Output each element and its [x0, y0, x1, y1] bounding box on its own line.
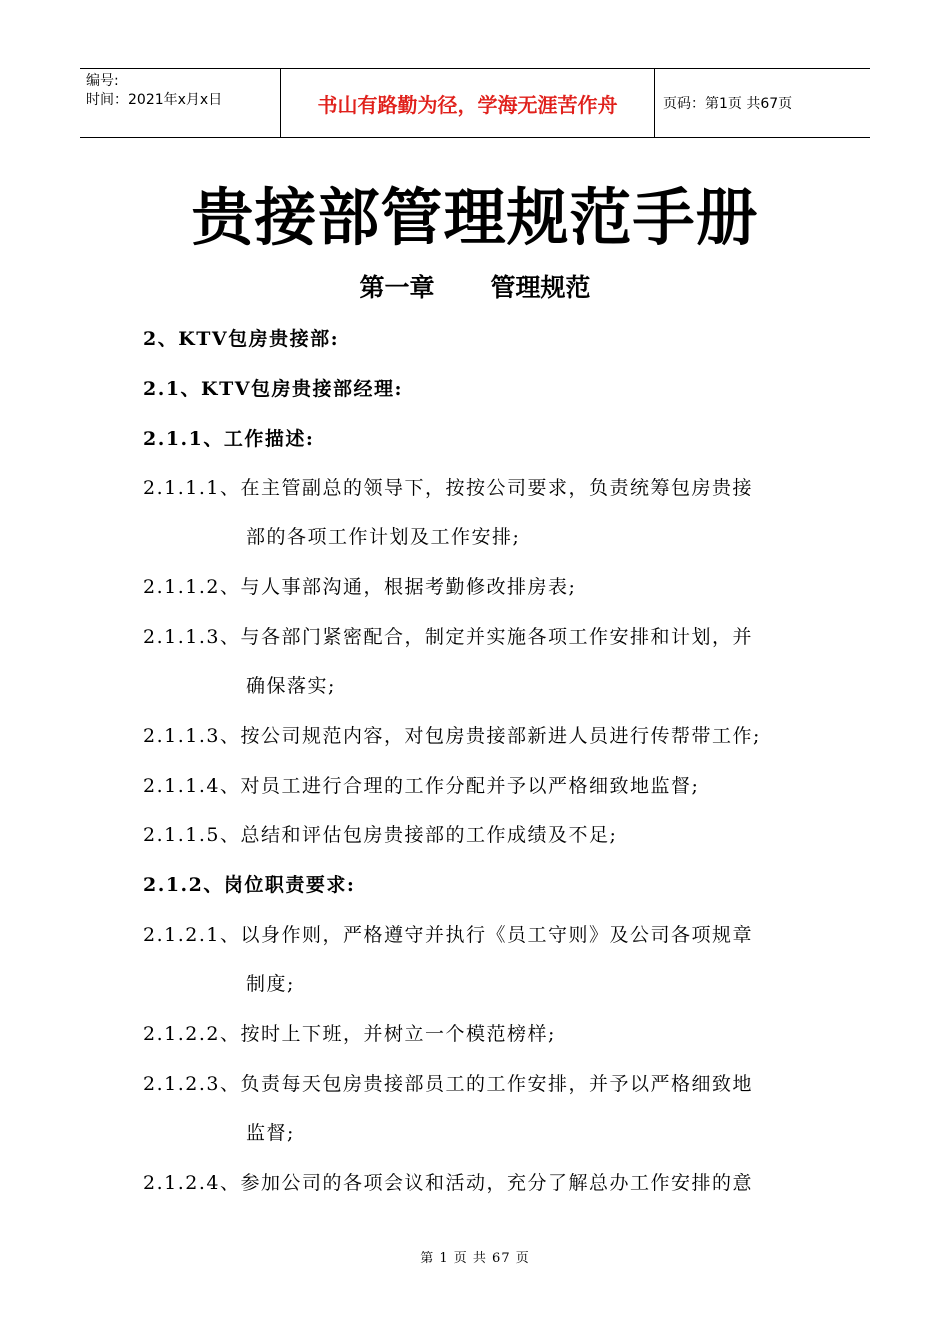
section-heading: 2、KTV包房贵接部:: [143, 328, 340, 350]
header-meta: [80, 69, 280, 137]
paragraph-line: 2.1.1.3、与各部门紧密配合，制定并实施各项工作安排和计划，并: [143, 626, 753, 648]
paragraph-line: 2.1.1.5、总结和评估包房贵接部的工作成绩及不足;: [143, 824, 618, 846]
subsection-heading: 2.1.2、岗位职责要求:: [143, 874, 356, 896]
document-title: 贵接部管理规范手册: [191, 181, 759, 254]
chapter-heading: [0, 268, 950, 304]
page-footer: 第 1 页 共 67 页: [420, 1251, 530, 1266]
paragraph-line: 2.1.2.3、负责每天包房贵接部员工的工作安排，并予以严格细致地: [143, 1073, 753, 1095]
paragraph-line: 2.1.2.4、参加公司的各项会议和活动，充分了解总办工作安排的意: [143, 1172, 753, 1194]
paragraph-line: 2.1.1.2、与人事部沟通，根据考勤修改排房表;: [143, 576, 577, 598]
number-label: 编号:: [86, 73, 119, 89]
paragraph-line: 2.1.2.2、按时上下班，并树立一个模范榜样;: [143, 1023, 556, 1045]
chapter-number: 第一章: [359, 273, 435, 302]
paragraph-line: 2.1.1.4、对员工进行合理的工作分配并予以严格细致地监督;: [143, 775, 700, 797]
paragraph-line: 2.1.1.1、在主管副总的领导下，按按公司要求，负责统筹包房贵接: [143, 477, 753, 499]
paragraph-line: 2.1.1.3、按公司规范内容，对包房贵接部新进人员进行传帮带工作;: [143, 725, 761, 747]
paragraph-continuation: 制度;: [246, 973, 295, 995]
paragraph-continuation: 监督;: [246, 1122, 295, 1144]
paragraph-line: 2.1.2.1、以身作则，严格遵守并执行《员工守则》及公司各项规章: [143, 924, 753, 946]
paragraph-continuation: 确保落实;: [246, 675, 336, 697]
date-label: 时间：2021年x月x日: [86, 92, 223, 108]
header-motto: 书山有路勤为径，学海无涯苦作舟: [280, 69, 655, 137]
paragraph-continuation: 部的各项工作计划及工作安排;: [246, 526, 521, 548]
chapter-name: 管理规范: [490, 273, 591, 302]
page-header: [80, 68, 870, 138]
subsection-heading: 2.1、KTV包房贵接部经理:: [143, 378, 403, 400]
header-page-info: 页码：第1页 共67页: [663, 96, 793, 112]
subsection-heading: 2.1.1、工作描述:: [143, 428, 315, 450]
